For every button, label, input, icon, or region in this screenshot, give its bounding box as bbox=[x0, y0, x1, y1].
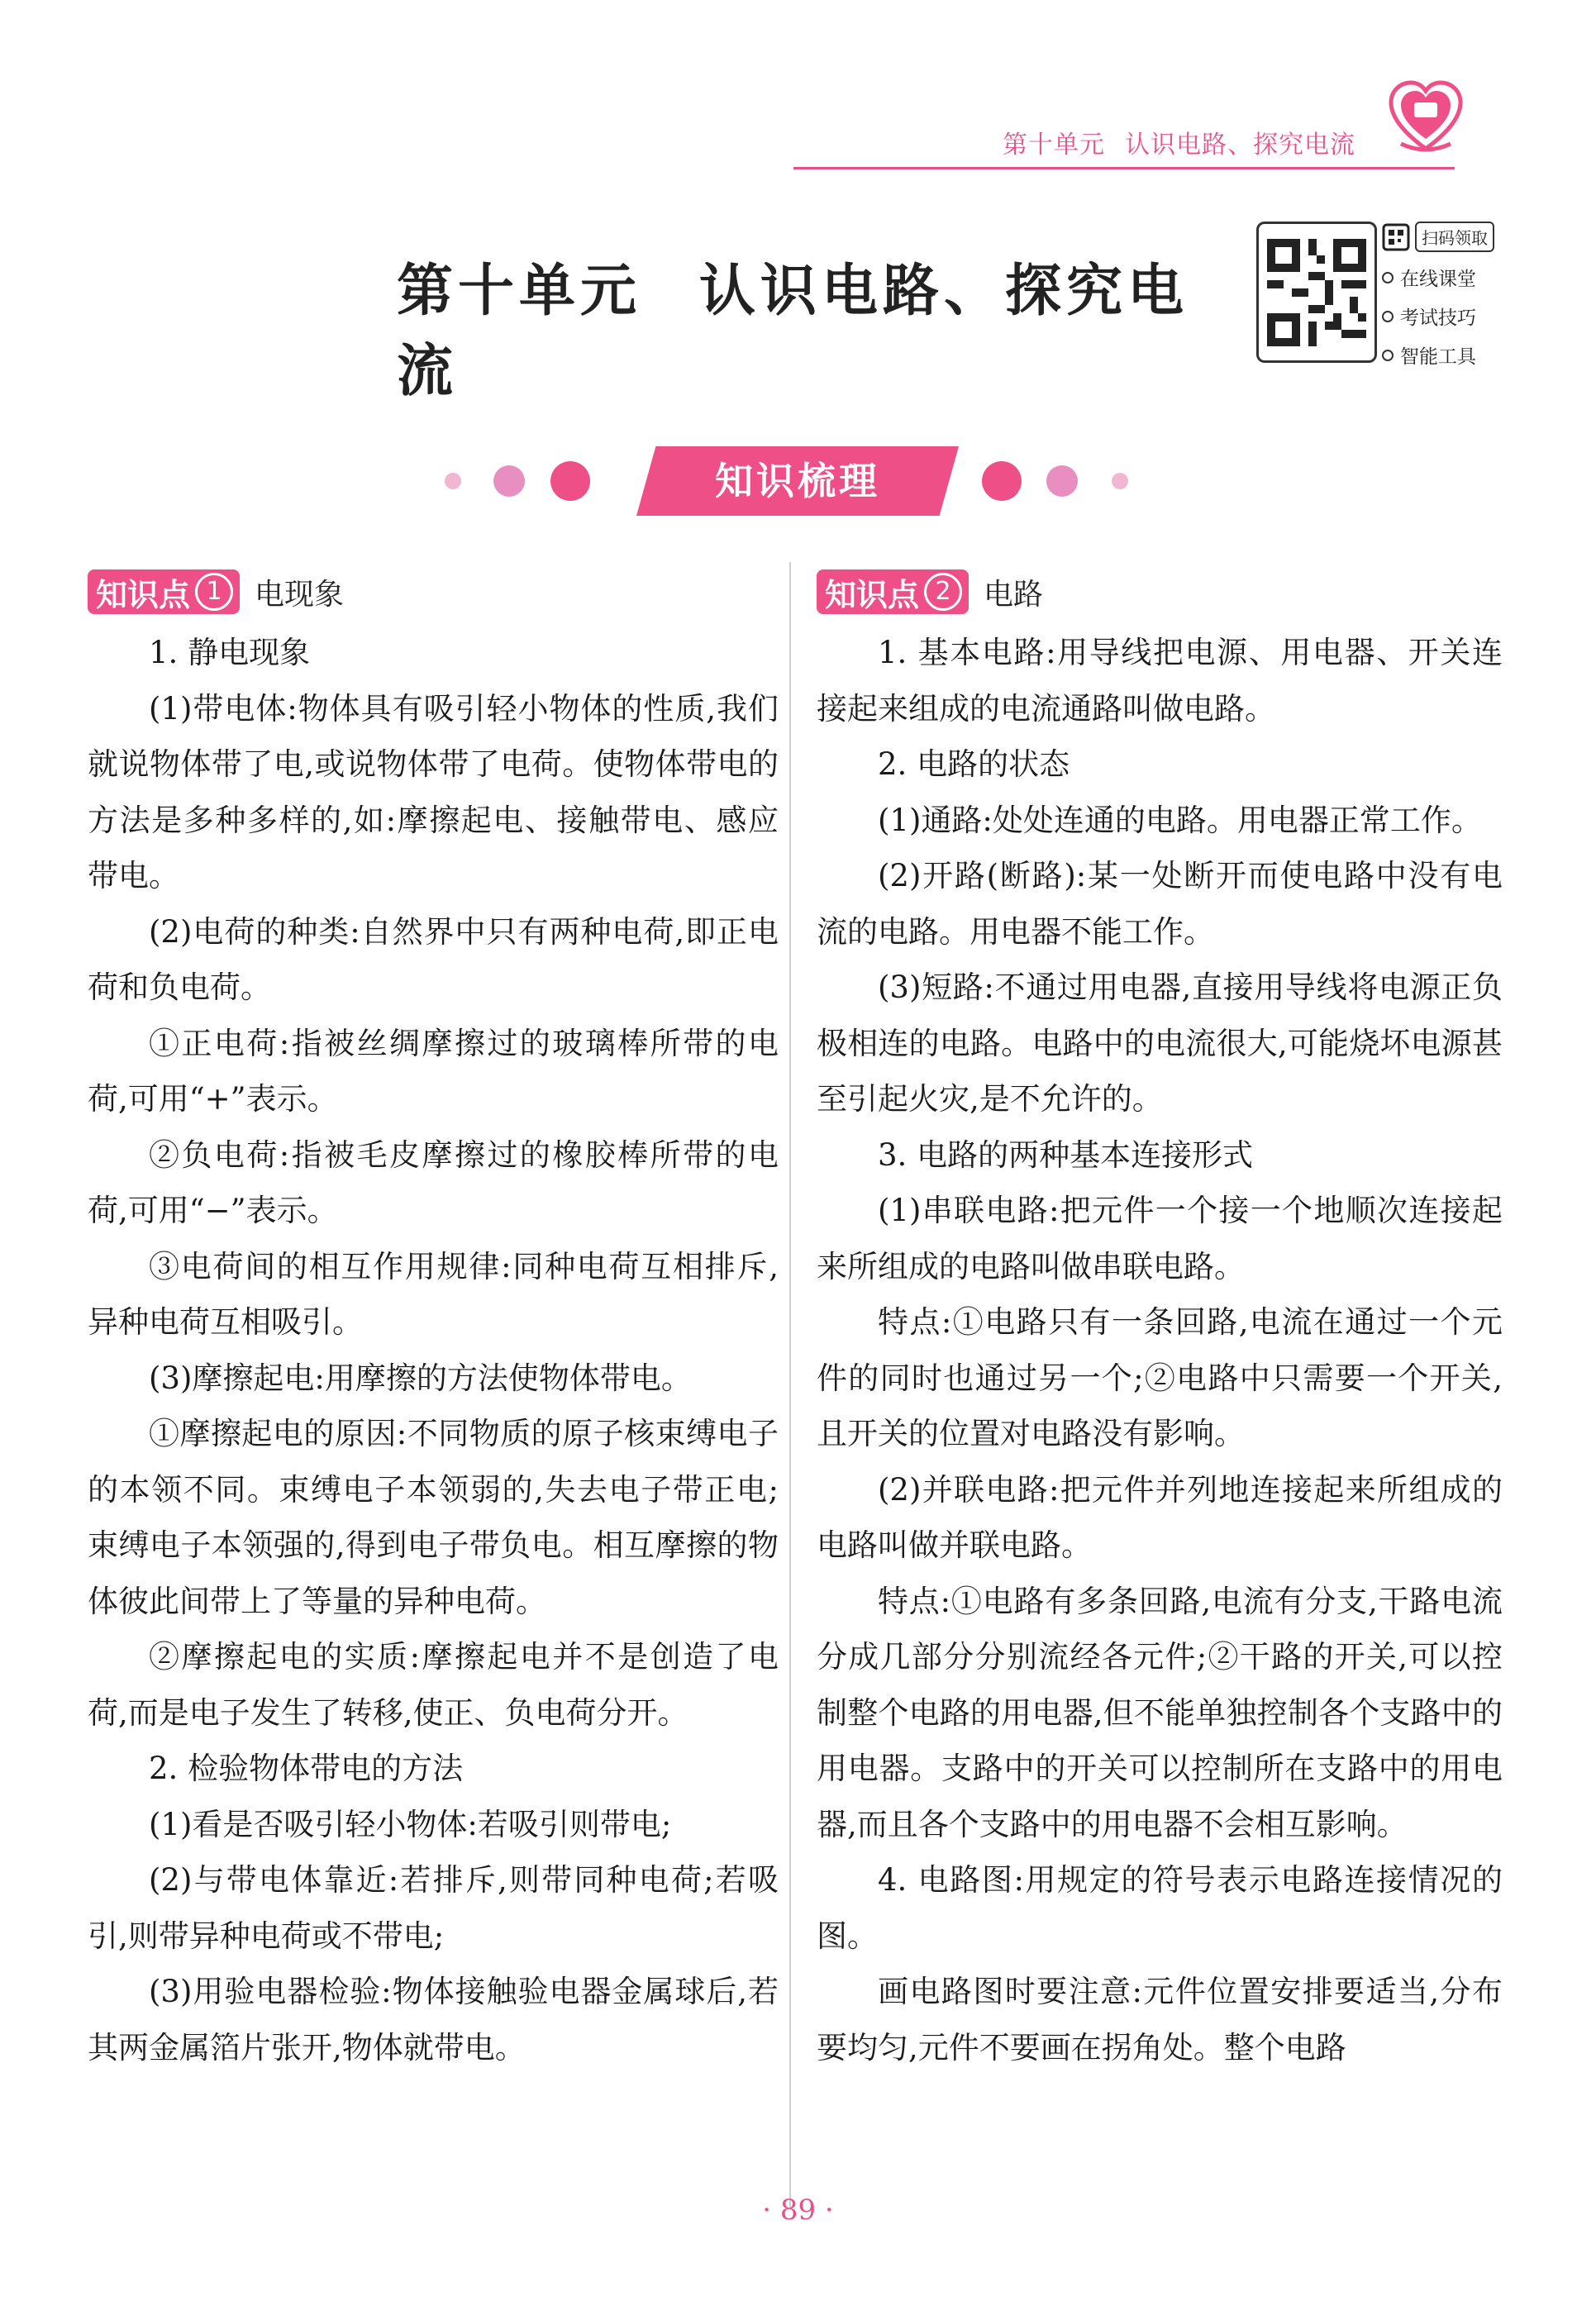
paragraph: 1. 基本电路:用导线把电源、用电器、开关连接起来组成的电流通路叫做电路。 bbox=[817, 635, 1503, 727]
kp-title: 电路 bbox=[984, 577, 1044, 612]
section-title: 知识梳理 bbox=[715, 459, 880, 503]
paragraph: 特点:①电路有多条回路,电流有分支,干路电流分成几部分分别流经各元件;②干路的开关,可以控制整个电路的用电器,但不能单独控制各个支路中的用电器。支路中的开关可以控制所在支路中的用电器,而且各个支路中的用电器不会相互影响。 bbox=[817, 1583, 1503, 1842]
paragraph: (3)短路:不通过用电器,直接用导线将电源正负极相连的电路。电路中的电流很大,可能烧坏电源甚至引起火灾,是不允许的。 bbox=[817, 970, 1503, 1117]
running-header-text bbox=[1003, 124, 1355, 160]
knowledge-point-1 bbox=[88, 569, 779, 2075]
paragraph: ③电荷间的相互作用规律:同种电荷互相排斥,异种电荷互相吸引。 bbox=[88, 1248, 779, 1340]
scan-label: 扫码领取 bbox=[1415, 222, 1494, 252]
paragraph: 2. 检验物体带电的方法 bbox=[149, 1751, 464, 1786]
kp-title: 电现象 bbox=[255, 577, 345, 612]
paragraph: 4. 电路图:用规定的符号表示电路连接情况的图。 bbox=[817, 1862, 1503, 1954]
scan-row bbox=[1382, 222, 1506, 252]
paragraph: ②摩擦起电的实质:摩擦起电并不是创造了电荷,而是电子发生了转移,使正、负电荷分开。 bbox=[88, 1639, 779, 1731]
title-unit: 第十单元 bbox=[397, 259, 642, 324]
qr-item bbox=[1382, 341, 1506, 369]
paragraph: (2)开路(断路):某一处断开而使电路中没有电流的电路。用电器不能工作。 bbox=[817, 858, 1503, 950]
paragraph: (3)摩擦起电:用摩擦的方法使物体带电。 bbox=[149, 1360, 692, 1396]
decor-bubble bbox=[982, 461, 1022, 501]
circle-bullet-icon bbox=[1382, 311, 1394, 322]
kp-badge bbox=[817, 569, 969, 614]
decor-bubble bbox=[445, 473, 461, 489]
qr-code[interactable] bbox=[1256, 222, 1377, 363]
paragraph: 1. 静电现象 bbox=[149, 635, 311, 670]
header-unit: 第十单元 bbox=[1003, 131, 1105, 160]
qr-item bbox=[1382, 264, 1506, 291]
kp-badge-label: 知识点 bbox=[96, 576, 191, 613]
qr-item-label: 智能工具 bbox=[1400, 346, 1476, 368]
qr-item bbox=[1382, 303, 1506, 330]
kp-badge bbox=[88, 569, 240, 614]
header-rule bbox=[793, 167, 1455, 169]
circle-bullet-icon bbox=[1382, 350, 1394, 361]
page-number: · 89 · bbox=[762, 2194, 834, 2227]
paragraph: ②负电荷:指被毛皮摩擦过的橡胶棒所带的电荷,可用“−”表示。 bbox=[88, 1136, 779, 1228]
paragraph: 3. 电路的两种基本连接形式 bbox=[878, 1136, 1254, 1173]
paragraph: (1)串联电路:把元件一个接一个地顺次连接起来所组成的电路叫做串联电路。 bbox=[817, 1193, 1503, 1284]
qr-benefits bbox=[1382, 222, 1506, 369]
qr-item-label: 在线课堂 bbox=[1400, 269, 1476, 290]
paragraph: (3)用验电器检验:物体接触验电器金属球后,若其两金属箔片张开,物体就带电。 bbox=[88, 1974, 779, 2065]
paragraph: 特点:①电路只有一条回路,电流在通过一个元件的同时也通过另一个;②电路中只需要一个开关,且开关的位置对电路没有影响。 bbox=[817, 1304, 1503, 1451]
kp-number: 2 bbox=[924, 573, 962, 611]
page-title bbox=[397, 246, 1223, 407]
circle-bullet-icon bbox=[1382, 272, 1394, 283]
qr-item-label: 考试技巧 bbox=[1400, 307, 1476, 329]
running-header bbox=[793, 124, 1455, 165]
publisher-logo bbox=[1384, 76, 1467, 159]
knowledge-point-2 bbox=[817, 569, 1503, 2075]
kp-heading bbox=[817, 569, 1503, 615]
paragraph: (1)通路:处处连通的电路。用电器正常工作。 bbox=[878, 802, 1482, 838]
kp-number: 1 bbox=[195, 573, 233, 611]
qr-code-icon bbox=[1267, 239, 1366, 346]
paragraph: 2. 电路的状态 bbox=[878, 746, 1070, 782]
column-divider bbox=[789, 562, 791, 2207]
paragraph: (2)与带电体靠近:若排斥,则带同种电荷;若吸引,则带异种电荷或不带电; bbox=[88, 1862, 779, 1954]
paragraph: ①正电荷:指被丝绸摩擦过的玻璃棒所带的电荷,可用“+”表示。 bbox=[88, 1025, 779, 1117]
scan-icon bbox=[1382, 223, 1410, 251]
paragraph: (1)看是否吸引轻小物体:若吸引则带电; bbox=[149, 1806, 672, 1842]
paragraph: (2)电荷的种类:自然界中只有两种电荷,即正电荷和负电荷。 bbox=[88, 913, 779, 1005]
header-topic: 认识电路、探究电流 bbox=[1125, 131, 1355, 160]
kp-badge-label: 知识点 bbox=[825, 576, 920, 613]
decor-bubble bbox=[493, 465, 525, 497]
paragraph: (1)带电体:物体具有吸引轻小物体的性质,我们就说物体带了电,或说物体带了电荷。使物体带电的方法是多种多样的,如:摩擦起电、接触带电、感应带电。 bbox=[88, 690, 779, 893]
kp-heading bbox=[88, 569, 779, 615]
paragraph: (2)并联电路:把元件并列地连接起来所组成的电路叫做并联电路。 bbox=[817, 1471, 1503, 1563]
decor-bubble bbox=[1046, 465, 1078, 497]
section-banner bbox=[636, 446, 959, 516]
heart-badge-icon bbox=[1384, 76, 1467, 159]
title-topic: 认识电路、探究电流 bbox=[397, 259, 1189, 404]
paragraph: ①摩擦起电的原因:不同物质的原子核束缚电子的本领不同。束缚电子本领弱的,失去电子带正电;束缚电子本领强的,得到电子带负电。相互摩擦的物体彼此间带上了等量的异种电荷。 bbox=[88, 1416, 779, 1619]
decor-bubble bbox=[550, 461, 590, 501]
paragraph: 画电路图时要注意:元件位置安排要适当,分布要均匀,元件不要画在拐角处。整个电路 bbox=[817, 1974, 1503, 2065]
decor-bubble bbox=[1112, 473, 1128, 489]
